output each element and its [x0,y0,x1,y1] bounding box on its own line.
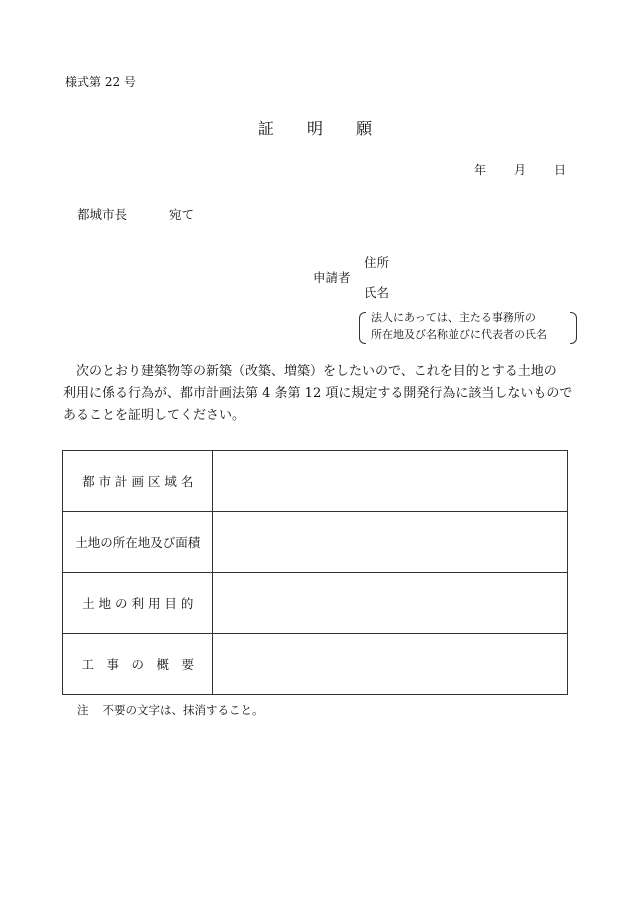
row-value-city-planning-area[interactable] [213,451,568,512]
corporate-note-line: 法人にあっては、主たる事務所の [371,311,536,324]
addressee [77,205,194,223]
row-value-construction-summary[interactable] [213,634,568,695]
applicant-label: 申請者 [313,270,351,285]
table-row [63,451,568,512]
date-month: 月 [513,163,526,177]
table-row [63,634,568,695]
body-line: 次のとおり建築物等の新築（改築、増築）をしたいので、これを目的とする土地の [63,364,557,379]
corporate-note [359,309,577,343]
addressee-name: 都城市長 [77,207,128,222]
row-value-land-use-purpose[interactable] [213,573,568,634]
body-line: あることを証明してください。 [63,408,246,423]
corporate-note-line: 所在地及び名称並びに代表者の氏名 [371,328,547,341]
footnote [77,702,264,718]
table-row [63,512,568,573]
row-value-land-location-area[interactable] [213,512,568,573]
applicant-name-label: 氏名 [364,285,390,300]
row-label-land-location-area: 土地の所在地及び面積 [63,512,213,573]
addressee-suffix: 宛て [169,207,195,222]
footnote-prefix: 注 [77,703,89,717]
table-row [63,573,568,634]
date-line [474,161,566,178]
row-label-land-use-purpose: 土 地 の 利 用 目 的 [63,573,213,634]
row-label-construction-summary: 工 事 の 概 要 [63,634,213,695]
bracket-left [359,312,366,344]
form-number: 様式第 22 号 [65,75,136,89]
applicant-address-label: 住所 [364,255,390,270]
date-day: 日 [553,163,566,177]
body-line: 利用に係る行為が、都市計画法第 4 条第 12 項に規定する開発行為に該当しないもので [63,386,573,401]
document-title: 証 明 願 [257,119,387,138]
row-label-city-planning-area: 都 市 計 画 区 域 名 [63,451,213,512]
date-year: 年 [473,163,486,177]
footnote-text: 不要の文字は、抹消すること。 [102,703,264,717]
info-table [62,450,568,695]
body-text [63,361,577,427]
bracket-right [570,312,577,344]
